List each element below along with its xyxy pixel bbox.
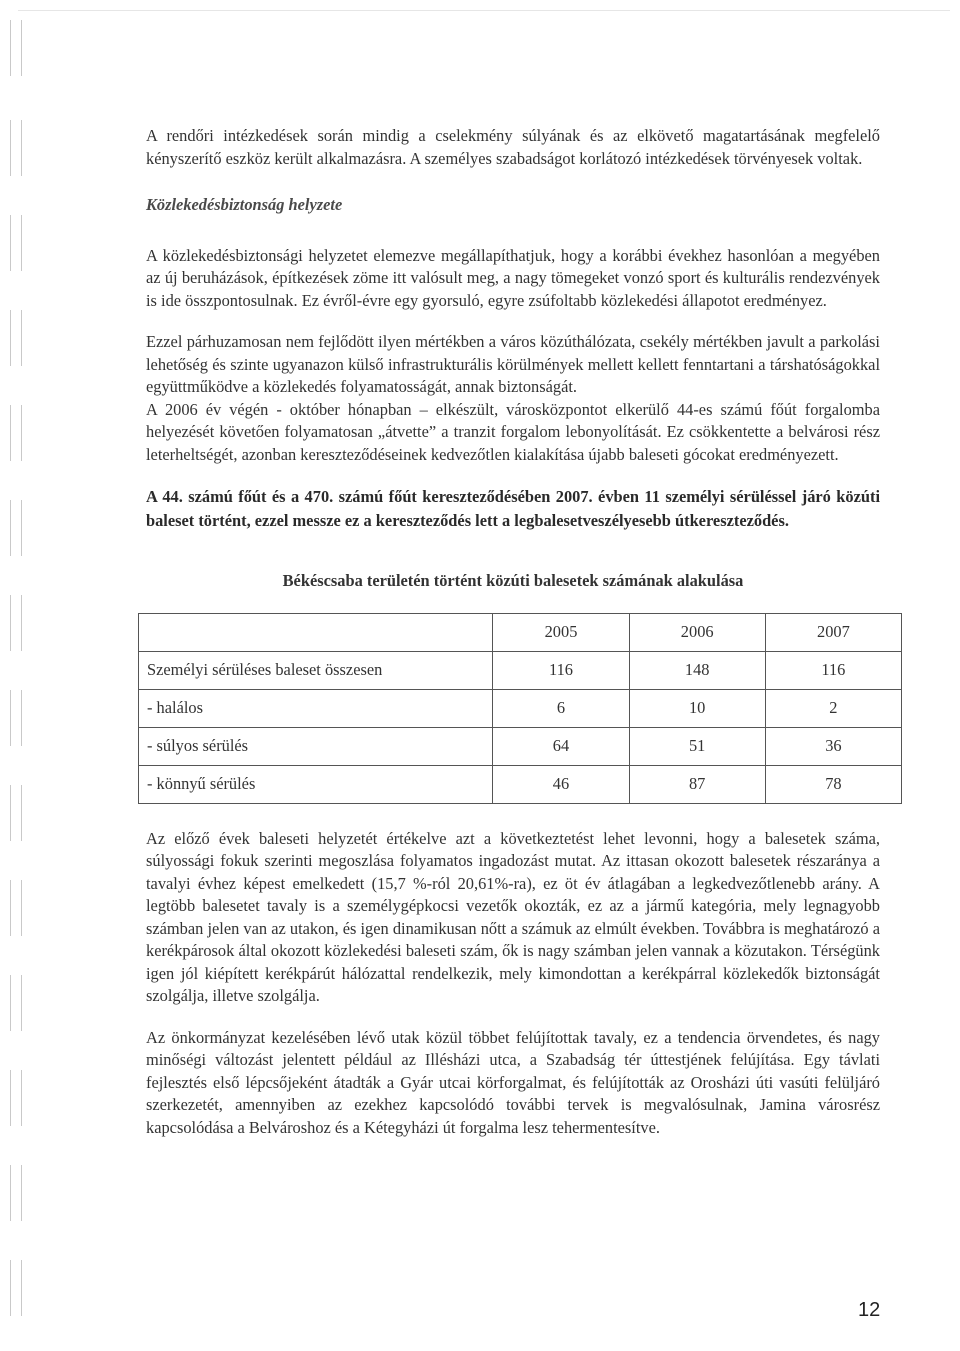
- table-header-row: [139, 613, 902, 651]
- table-cell: 78: [765, 765, 901, 803]
- body-paragraph: Az előző évek baleseti helyzetét értékelve azt a következtetést lehet levonni, hogy a balesetek száma, súlyossági fokuk szerinti megoszlása folyamatos ingadozást mutat. Az ittasan okozott balesetek részaránya a tavalyi évhez képest emelkedett (15,7 %-ról 20,61%-ra), ez öt év átlagában a legkedvezőtlenebb arány. A legtöbb balesetet tavaly is a személygépkocsi vezetők okozták, ez az a jármű kategória, mely legnagyobb számban jelen van az utakon, és igen dinamikusan nőtt a számuk az elmúlt években. Továbbra is meghatározó a kerékpárosok által okozott közlekedési baleseti szám, ők is nagy számban jelen vannak a közutakon. Térségünk igen jól kiépített kerékpárút hálózattal rendelkezik, mely kimondottan a kerékpárral közlekedők biztonságát szolgálja, illetve szolgálja.: [146, 828, 880, 1005]
- binder-mark: [10, 595, 22, 651]
- table-cell: 116: [765, 651, 901, 689]
- table-row: [139, 689, 902, 727]
- table-header-cell: 2006: [629, 613, 765, 651]
- intro-paragraph: A rendőri intézkedések során mindig a cselekmény súlyának és az elkövető magatartásának megfelelő kényszerítő eszköz került alkalmazásra. A személyes szabadságot korlátozó intézkedések törvényesek voltak.: [146, 126, 880, 168]
- table-cell: 51: [629, 727, 765, 765]
- table-cell: 2: [765, 689, 901, 727]
- table-row: [139, 727, 902, 765]
- binder-mark: [10, 1070, 22, 1126]
- table-cell: 116: [493, 651, 629, 689]
- table-row-label: - könnyű sérülés: [139, 765, 493, 803]
- table-cell: 64: [493, 727, 629, 765]
- binder-mark: [10, 20, 22, 76]
- body-paragraph: A 2006 év végén - október hónapban – elkészült, városközpontot elkerülő 44-es számú főút forgalomba helyezését követően folyamatosan „átvette” a tranzit forgalom lebonyolítását. Ez csökkentette a belvárosi rész leterheltségét, azonban kereszteződéseinek kedvezőtlen kialakítása újabb baleseti gócokat eredményezett.: [146, 399, 880, 464]
- binder-mark: [10, 215, 22, 271]
- table-row-label: Személyi sérüléses baleset összesen: [139, 651, 493, 689]
- binder-mark: [10, 785, 22, 841]
- binder-mark: [10, 120, 22, 176]
- table-row-label: - halálos: [139, 689, 493, 727]
- table-cell: 46: [493, 765, 629, 803]
- table-row: [139, 765, 902, 803]
- table-cell: 10: [629, 689, 765, 727]
- table-header-cell: 2005: [493, 613, 629, 651]
- accident-statistics-table: [138, 613, 902, 804]
- table-header-cell: 2007: [765, 613, 901, 651]
- table-cell: 148: [629, 651, 765, 689]
- table-cell: 87: [629, 765, 765, 803]
- body-paragraph: Az önkormányzat kezelésében lévő utak közül többet felújítottak tavaly, ez a tendencia örvendetes, és nagy minőségi változást jelentett például az Illésházi utca, a Szabadság tér úttestjének felújítása. Egy távlati fejlesztés első lépcsőjeként átadták a Gyár utcai körforgalmat, és felújították az Orosházi úti vasúti felüljáró szerkezetét, amennyiben az ezekhez kapcsolódó további tervek is megvalósulnak, Jamina városrész kapcsolódása a Belvároshoz és a Kétegyházi út forgalma lesz tehermentesítve.: [146, 1027, 880, 1137]
- table-cell: 6: [493, 689, 629, 727]
- table-row-label: - súlyos sérülés: [139, 727, 493, 765]
- table-row: [139, 651, 902, 689]
- binder-mark: [10, 880, 22, 936]
- scan-edge-line: [18, 10, 950, 11]
- bold-statement: A 44. számú főút és a 470. számú főút kereszteződésében 2007. évben 11 személyi sérüléssel járó közúti baleset történt, ezzel messze ez a kereszteződés lett a legbalesetveszélyesebb útkereszteződés.: [146, 487, 880, 530]
- page-number: 12: [858, 1299, 881, 1321]
- binder-mark: [10, 1165, 22, 1221]
- binder-margin: [10, 20, 24, 1340]
- binder-mark: [10, 405, 22, 461]
- binder-mark: [10, 690, 22, 746]
- table-header-cell: [139, 613, 493, 651]
- binder-mark: [10, 500, 22, 556]
- body-paragraph: Ezzel párhuzamosan nem fejlődött ilyen mértékben a város közúthálózata, csekély mértékben javult a parkolási lehetőség és szinte ugyanazon külső infrastrukturális körülmények mellett kellett fenntartani a társhatóságokkal együttműködve a közlekedés folyamatosságát, annak biztonságát.: [146, 332, 880, 396]
- binder-mark: [10, 975, 22, 1031]
- document-body: [146, 125, 880, 1139]
- binder-mark: [10, 310, 22, 366]
- table-title: Békéscsaba területén történt közúti balesetek számának alakulása: [282, 571, 744, 590]
- binder-mark: [10, 1260, 22, 1316]
- section-heading: Közlekedésbiztonság helyzete: [146, 195, 343, 214]
- table-cell: 36: [765, 727, 901, 765]
- body-paragraph: A közlekedésbiztonsági helyzetet elemezve megállapíthatjuk, hogy a korábbi évekhez hasonlóan a megyében az új beruházások, építkezések zöme itt valósult meg, a nagy tömegeket vonzó sport és kulturális rendezvények is ide összpontosulnak. Ez évről-évre egy gyorsuló, egyre zsúfoltabb közlekedési állapotot eredményez.: [146, 245, 880, 310]
